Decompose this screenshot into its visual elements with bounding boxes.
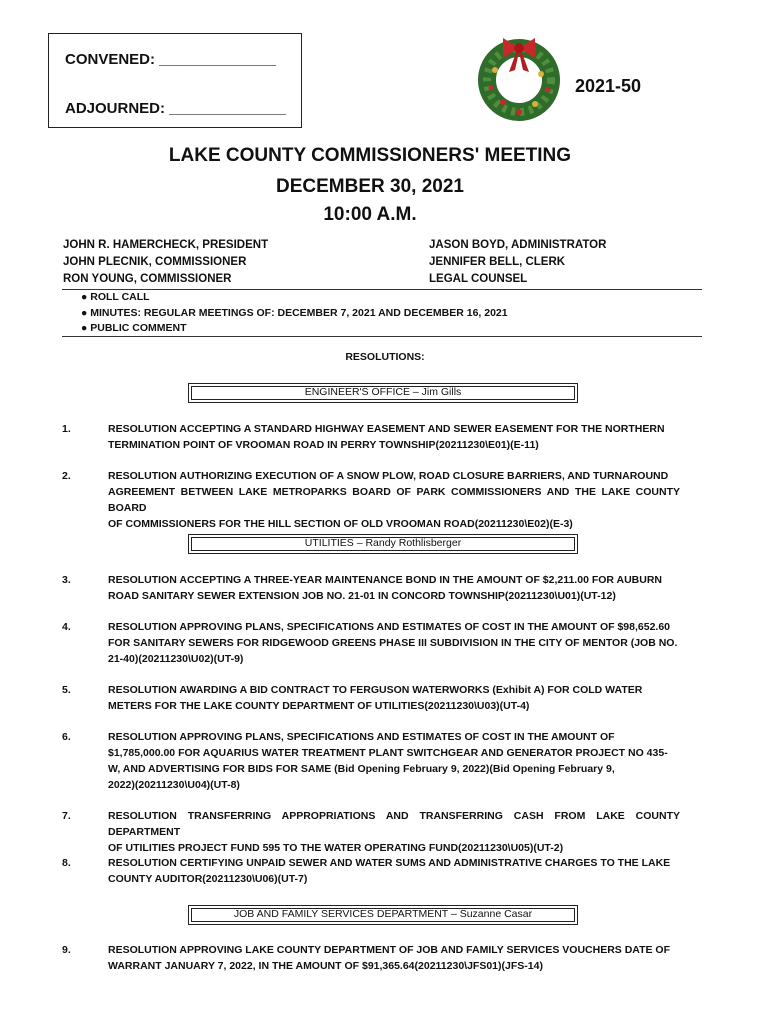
- resolution-text: [108, 421, 680, 453]
- resolution-line: TERMINATION POINT OF VROOMAN ROAD IN PERRY TOWNSHIP(20211230\E01)(E-11): [108, 439, 539, 451]
- meeting-title: LAKE COUNTY COMMISSIONERS' MEETING: [168, 145, 572, 166]
- resolution-line: METERS FOR THE LAKE COUNTY DEPARTMENT OF UTILITIES(20211230\U03)(UT-4): [108, 700, 530, 712]
- resolution-line: RESOLUTION CERTIFYING UNPAID SEWER AND WATER SUMS AND ADMINISTRATIVE CHARGES TO THE LAKE: [108, 857, 671, 869]
- resolution-line: RESOLUTION APPROVING LAKE COUNTY DEPARTMENT OF JOB AND FAMILY SERVICES VOUCHERS DATE OF: [108, 944, 671, 956]
- commissioners-list: [63, 237, 268, 288]
- resolution-line: RESOLUTION ACCEPTING A THREE-YEAR MAINTENANCE BOND IN THE AMOUNT OF $2,211.00 FOR AUBURN: [108, 574, 663, 586]
- department-header: UTILITIES – Randy Rothlisberger: [188, 534, 578, 554]
- resolution-line: RESOLUTION APPROVING PLANS, SPECIFICATIONS AND ESTIMATES OF COST IN THE AMOUNT OF $98,652.60: [108, 621, 671, 633]
- resolution-number: 1.: [62, 423, 71, 435]
- staff-name: JENNIFER BELL, CLERK: [429, 256, 566, 268]
- resolution-number: 6.: [62, 731, 71, 743]
- resolution-number: 4.: [62, 621, 71, 633]
- resolution-text: [108, 942, 680, 974]
- staff-list: [429, 237, 606, 288]
- resolution-line: RESOLUTION AUTHORIZING EXECUTION OF A SNOW PLOW, ROAD CLOSURE BARRIERS, AND TURNAROUND: [108, 470, 669, 482]
- adjourned-label: ADJOURNED: ______________: [65, 100, 286, 117]
- document-number: 2021-50: [575, 76, 642, 96]
- department-header: ENGINEER'S OFFICE – Jim Gills: [188, 383, 578, 403]
- resolution-line: OF COMMISSIONERS FOR THE HILL SECTION OF OLD VROOMAN ROAD(20211230\E02)(E-3): [108, 518, 573, 530]
- resolution-text: [108, 729, 680, 793]
- meeting-time: 10:00 A.M.: [323, 204, 417, 225]
- resolution-text: [108, 808, 680, 856]
- resolution-line: RESOLUTION AWARDING A BID CONTRACT TO FERGUSON WATERWORKS (Exhibit A) FOR COLD WATER: [108, 684, 643, 696]
- resolution-line: ROAD SANITARY SEWER EXTENSION JOB NO. 21-01 IN CONCORD TOWNSHIP(20211230\U01)(UT-12): [108, 590, 616, 602]
- resolution-text: [108, 572, 680, 604]
- resolution-line: COUNTY AUDITOR(20211230\U06)(UT-7): [108, 873, 308, 885]
- resolution-number: 8.: [62, 857, 71, 869]
- resolutions-heading: RESOLUTIONS:: [345, 351, 425, 363]
- resolution-line: 2022)(20211230\U04)(UT-8): [108, 779, 240, 791]
- resolution-number: 9.: [62, 944, 71, 956]
- resolution-line: AGREEMENT BETWEEN LAKE METROPARKS BOARD OF PARK COMMISSIONERS AND THE LAKE COUNTY BOARD: [108, 486, 680, 514]
- convened-adjourned-box: [48, 33, 302, 128]
- resolution-line: WARRANT JANUARY 7, 2022, IN THE AMOUNT OF $91,365.64(20211230\JFS01)(JFS-14): [108, 960, 543, 972]
- resolution-line: RESOLUTION APPROVING PLANS, SPECIFICATIONS AND ESTIMATES OF COST IN THE AMOUNT OF: [108, 731, 615, 743]
- resolution-line: FOR SANITARY SEWERS FOR RIDGEWOOD GREENS PHASE III SUBDIVISION IN THE CITY OF MENTOR (JOB NO.: [108, 637, 678, 649]
- divider: [62, 336, 702, 337]
- christmas-wreath-icon: [473, 30, 565, 122]
- agenda-item: ● MINUTES: REGULAR MEETINGS OF: DECEMBER 7, 2021 AND DECEMBER 16, 2021: [81, 306, 508, 319]
- department-header: JOB AND FAMILY SERVICES DEPARTMENT – Suzanne Casar: [188, 905, 578, 925]
- resolution-line: RESOLUTION ACCEPTING A STANDARD HIGHWAY EASEMENT AND SEWER EASEMENT FOR THE NORTHERN: [108, 423, 665, 435]
- resolution-number: 3.: [62, 574, 71, 586]
- resolution-line: OF UTILITIES PROJECT FUND 595 TO THE WATER OPERATING FUND(20211230\U05)(UT-2): [108, 842, 564, 854]
- resolution-text: [108, 855, 680, 887]
- resolution-line: 21-40)(20211230\U02)(UT-9): [108, 653, 244, 665]
- resolution-line: $1,785,000.00 FOR AQUARIUS WATER TREATMENT PLANT SWITCHGEAR AND GENERATOR PROJECT NO 435-: [108, 747, 668, 759]
- resolution-number: 2.: [62, 470, 71, 482]
- agenda-item: ● ROLL CALL: [81, 291, 150, 303]
- resolution-line: RESOLUTION TRANSFERRING APPROPRIATIONS AND TRANSFERRING CASH FROM LAKE COUNTY DEPARTMENT: [108, 810, 680, 838]
- staff-name: JASON BOYD, ADMINISTRATOR: [429, 239, 607, 251]
- agenda-item: ● PUBLIC COMMENT: [81, 322, 187, 334]
- convened-label: CONVENED: ______________: [65, 51, 276, 68]
- agenda-list: [81, 290, 508, 337]
- commissioner-name: JOHN PLECNIK, COMMISSIONER: [63, 256, 247, 268]
- resolution-number: 5.: [62, 684, 71, 696]
- resolution-number: 7.: [62, 810, 71, 822]
- resolution-line: W, AND ADVERTISING FOR BIDS FOR SAME (Bid Opening February 9, 2022)(Bid Opening February 9,: [108, 763, 615, 775]
- staff-name: LEGAL COUNSEL: [429, 273, 528, 285]
- resolution-text: [108, 468, 680, 532]
- meeting-date: DECEMBER 30, 2021: [276, 176, 464, 197]
- resolution-text: [108, 682, 680, 714]
- commissioner-name: RON YOUNG, COMMISSIONER: [63, 273, 232, 285]
- resolution-text: [108, 619, 680, 667]
- commissioner-name: JOHN R. HAMERCHECK, PRESIDENT: [63, 239, 269, 251]
